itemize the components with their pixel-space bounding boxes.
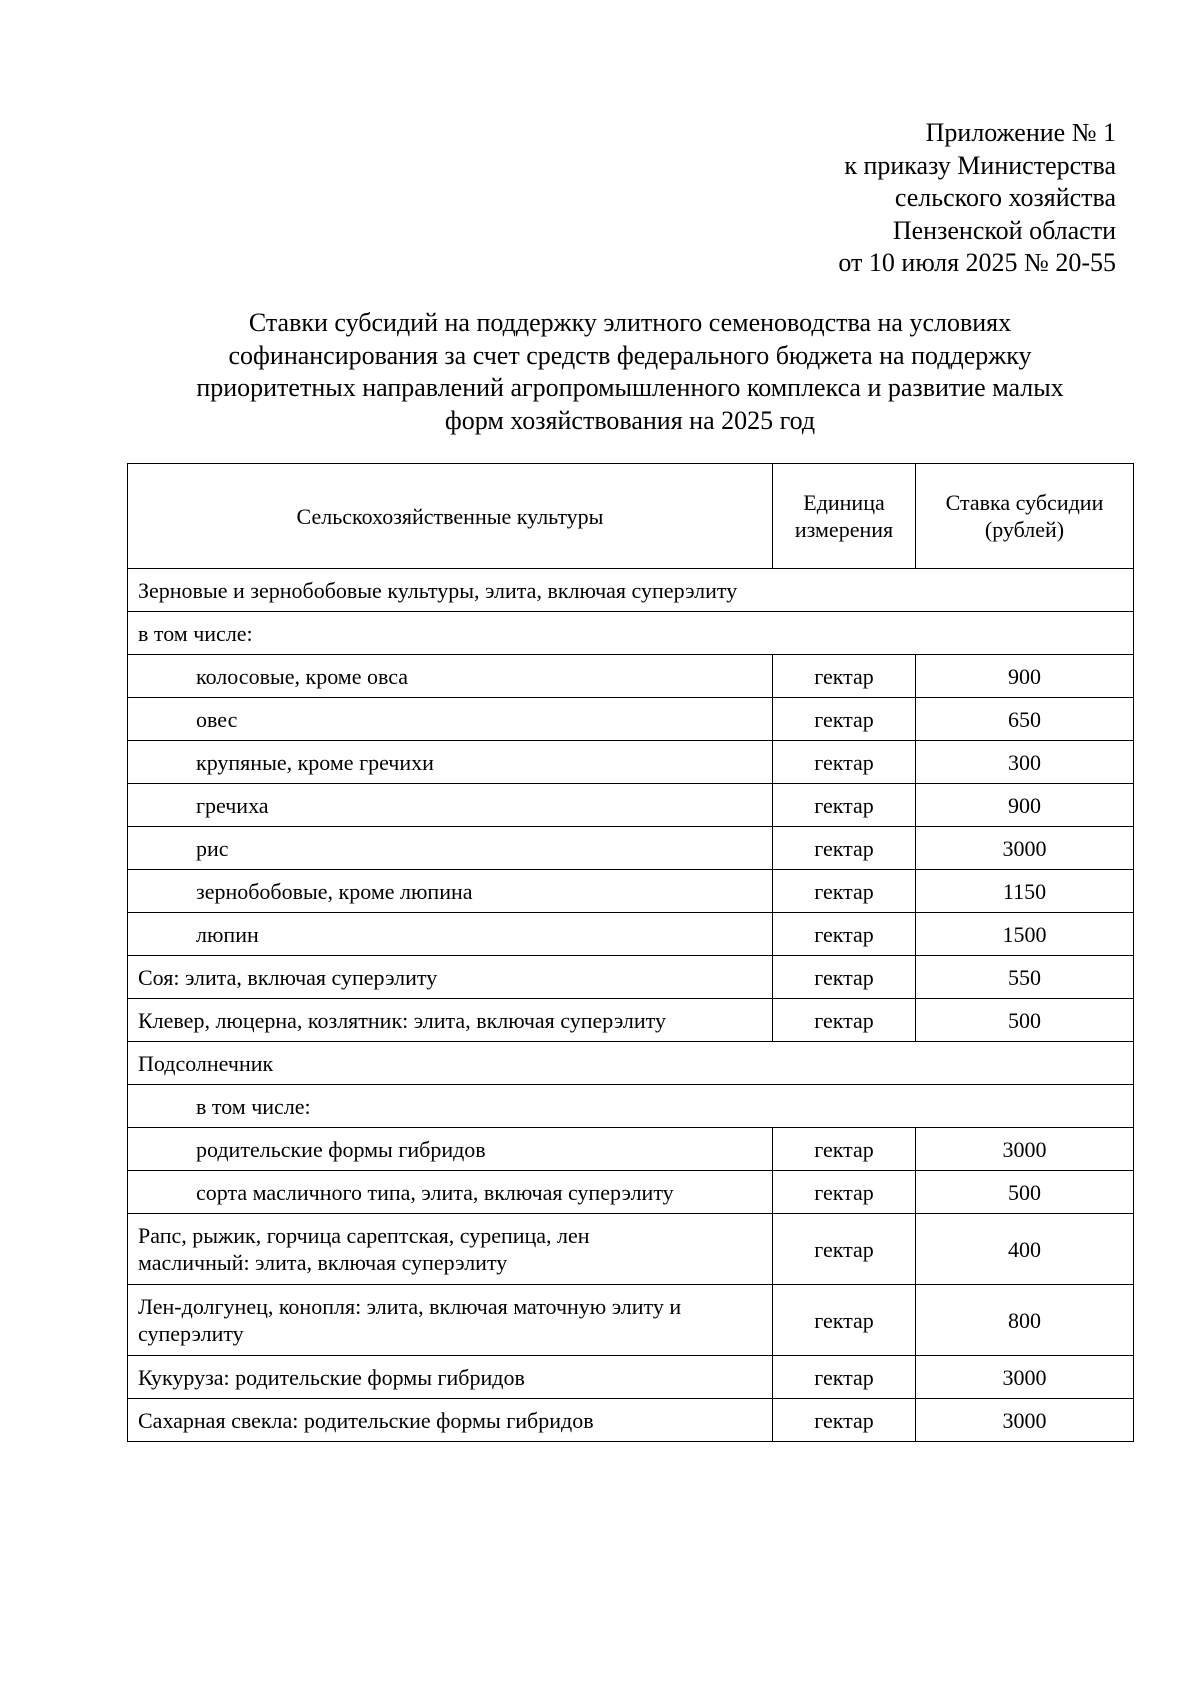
header-crops: Сельскохозяйственные культуры: [128, 464, 773, 569]
unit-cell: гектар: [773, 956, 916, 999]
unit-cell: гектар: [773, 1128, 916, 1171]
crop-cell: люпин: [128, 913, 773, 956]
title-line: форм хозяйствования на 2025 год: [444, 405, 816, 435]
header-rate: [916, 464, 1134, 569]
header-unit-line: Единица: [803, 490, 885, 515]
table-row: [128, 1128, 1134, 1171]
document-title: [130, 307, 1130, 437]
crop-cell: Сахарная свекла: родительские формы гибридов: [128, 1399, 773, 1442]
title-line: софинансирования за счет средств федерального бюджета на поддержку: [228, 340, 1032, 370]
unit-cell: гектар: [773, 870, 916, 913]
rate-cell: 1500: [916, 913, 1134, 956]
crop-cell: сорта масличного типа, элита, включая суперэлиту: [128, 1171, 773, 1214]
table-row-section: [128, 1042, 1134, 1085]
title-line: Ставки субсидий на поддержку элитного семеноводства на условиях: [248, 308, 1012, 337]
crop-cell: [128, 1214, 773, 1285]
subsidy-rates-table: [127, 463, 1134, 1442]
rate-cell: 500: [916, 999, 1134, 1042]
section-cell: Подсолнечник: [128, 1042, 1134, 1085]
unit-cell: гектар: [773, 913, 916, 956]
unit-cell: гектар: [773, 1399, 916, 1442]
crop-cell: Кукуруза: родительские формы гибридов: [128, 1356, 773, 1399]
rate-cell: 3000: [916, 1399, 1134, 1442]
section-cell: в том числе:: [128, 1085, 1134, 1128]
crop-cell: родительские формы гибридов: [128, 1128, 773, 1171]
rate-cell: 300: [916, 741, 1134, 784]
table-row: [128, 913, 1134, 956]
rate-cell: 3000: [916, 1356, 1134, 1399]
rate-cell: 3000: [916, 1128, 1134, 1171]
rate-cell: 900: [916, 784, 1134, 827]
header-unit-line: измерения: [794, 517, 894, 542]
unit-cell: гектар: [773, 1356, 916, 1399]
rate-cell: 1150: [916, 870, 1134, 913]
crop-cell: Клевер, люцерна, козлятник: элита, включая суперэлиту: [128, 999, 773, 1042]
crop-cell: колосовые, кроме овса: [128, 655, 773, 698]
unit-cell: гектар: [773, 741, 916, 784]
table-row: [128, 1356, 1134, 1399]
crop-cell: Соя: элита, включая суперэлиту: [128, 956, 773, 999]
table-row-section: [128, 612, 1134, 655]
table-row-section: [128, 569, 1134, 612]
appendix-line: сельского хозяйства: [894, 183, 1116, 212]
rate-cell: 650: [916, 698, 1134, 741]
appendix-line: Пензенской области: [892, 215, 1116, 245]
table-row: [128, 827, 1134, 870]
table-row: [128, 655, 1134, 698]
crop-cell-line: Рапс, рыжик, горчица сарептская, сурепица, лен: [138, 1223, 590, 1248]
table-row: [128, 870, 1134, 913]
appendix-line: к приказу Министерства: [844, 150, 1116, 180]
crop-cell-line: суперэлиту: [138, 1321, 244, 1346]
rate-cell: 900: [916, 655, 1134, 698]
appendix-block: [838, 117, 1116, 280]
title-line: приоритетных направлений агропромышленного комплекса и развитие малых: [196, 373, 1064, 402]
table-row: [128, 999, 1134, 1042]
rate-cell: 500: [916, 1171, 1134, 1214]
crop-cell: рис: [128, 827, 773, 870]
crop-cell: крупяные, кроме гречихи: [128, 741, 773, 784]
table-row: [128, 1399, 1134, 1442]
crop-cell: овес: [128, 698, 773, 741]
rate-cell: 400: [916, 1214, 1134, 1285]
crop-cell-line: Лен-долгунец, конопля: элита, включая маточную элиту и: [138, 1294, 682, 1319]
section-cell: Зерновые и зернобобовые культуры, элита, включая суперэлиту: [128, 569, 1134, 612]
table-row: [128, 784, 1134, 827]
crop-cell: зернобобовые, кроме люпина: [128, 870, 773, 913]
header-rate-line: (рублей): [984, 517, 1065, 542]
crop-cell: [128, 1285, 773, 1356]
table-row: [128, 1214, 1134, 1285]
unit-cell: гектар: [773, 827, 916, 870]
unit-cell: гектар: [773, 698, 916, 741]
header-rate-line: Ставка субсидии: [945, 490, 1104, 515]
rate-cell: 3000: [916, 827, 1134, 870]
unit-cell: гектар: [773, 784, 916, 827]
crop-cell: гречиха: [128, 784, 773, 827]
rate-cell: 550: [916, 956, 1134, 999]
unit-cell: гектар: [773, 1285, 916, 1356]
table-row: [128, 1285, 1134, 1356]
unit-cell: гектар: [773, 1171, 916, 1214]
table-row: [128, 1171, 1134, 1214]
rate-cell: 800: [916, 1285, 1134, 1356]
appendix-line: Приложение № 1: [925, 118, 1116, 147]
header-unit: [773, 464, 916, 569]
unit-cell: гектар: [773, 1214, 916, 1285]
appendix-line: от 10 июля 2025 № 20-55: [838, 248, 1116, 277]
table-row-section: [128, 1085, 1134, 1128]
unit-cell: гектар: [773, 655, 916, 698]
table-row: [128, 741, 1134, 784]
section-cell: в том числе:: [128, 612, 1134, 655]
table-row: [128, 956, 1134, 999]
crop-cell-line: масличный: элита, включая суперэлиту: [138, 1250, 508, 1275]
table-row: [128, 698, 1134, 741]
table-header-row: [128, 464, 1134, 569]
unit-cell: гектар: [773, 999, 916, 1042]
